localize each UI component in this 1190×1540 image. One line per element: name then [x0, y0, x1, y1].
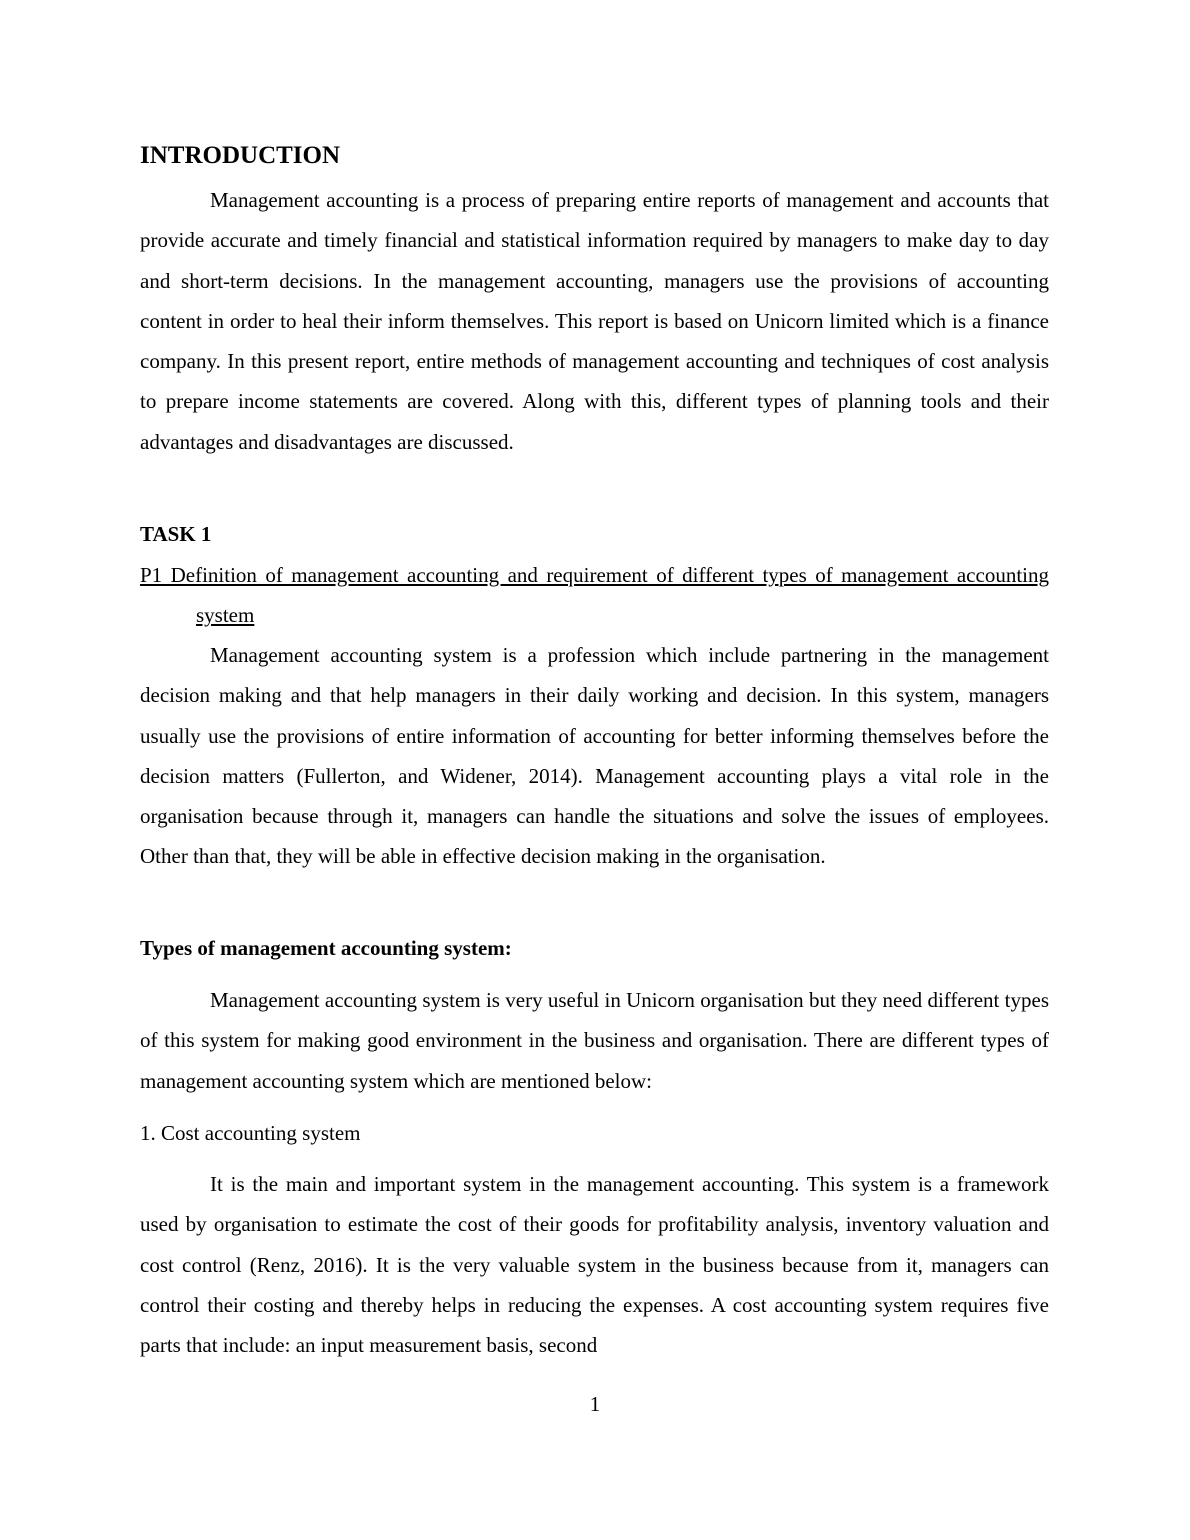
p1-heading — [140, 555, 1049, 636]
p1-heading-text: P1 Definition of management accounting and requirement of different types of management accounting system — [140, 563, 1049, 628]
introduction-heading: INTRODUCTION — [140, 142, 341, 169]
types-paragraph: Management accounting system is very useful in Unicorn organisation but they need different types of this system for making good environment in the business and organisation. There are different types of management accounting system which are mentioned below: — [140, 988, 1049, 1093]
page-number: 1 — [589, 1392, 601, 1416]
introduction-paragraph: Management accounting is a process of preparing entire reports of management and accounts that provide accurate and timely financial and statistical information required by managers to make day to day and short-term decisions. In the management accounting, managers use the provisions of accounting content in order to heal their inform themselves. This report is based on Unicorn limited which is a finance company. In this present report, entire methods of management accounting and techniques of cost analysis to prepare income statements are covered. Along with this, different types of planning tools and their advantages and disadvantages are discussed. — [140, 188, 1049, 454]
task-heading: TASK 1 — [140, 522, 212, 546]
p1-paragraph: Management accounting system is a profession which include partnering in the management decision making and that help managers in their daily working and decision. In this system, managers usually use the provisions of entire information of accounting for better informing themselves before the decision matters (Fullerton, and Widener, 2014). Management accounting plays a vital role in the organisation because through it, managers can handle the situations and solve the issues of employees. Other than that, they will be able in effective decision making in the organisation. — [140, 643, 1049, 869]
types-heading: Types of management accounting system: — [140, 936, 512, 960]
cost-accounting-heading: 1. Cost accounting system — [140, 1121, 361, 1145]
cost-accounting-paragraph: It is the main and important system in the management accounting. This system is a framework used by organisation to estimate the cost of their goods for profitability analysis, inventory valuation and cost control (Renz, 2016). It is the very valuable system in the business because from it, managers can control their costing and thereby helps in reducing the expenses. A cost accounting system requires five parts that include: an input measurement basis, second — [140, 1172, 1049, 1358]
